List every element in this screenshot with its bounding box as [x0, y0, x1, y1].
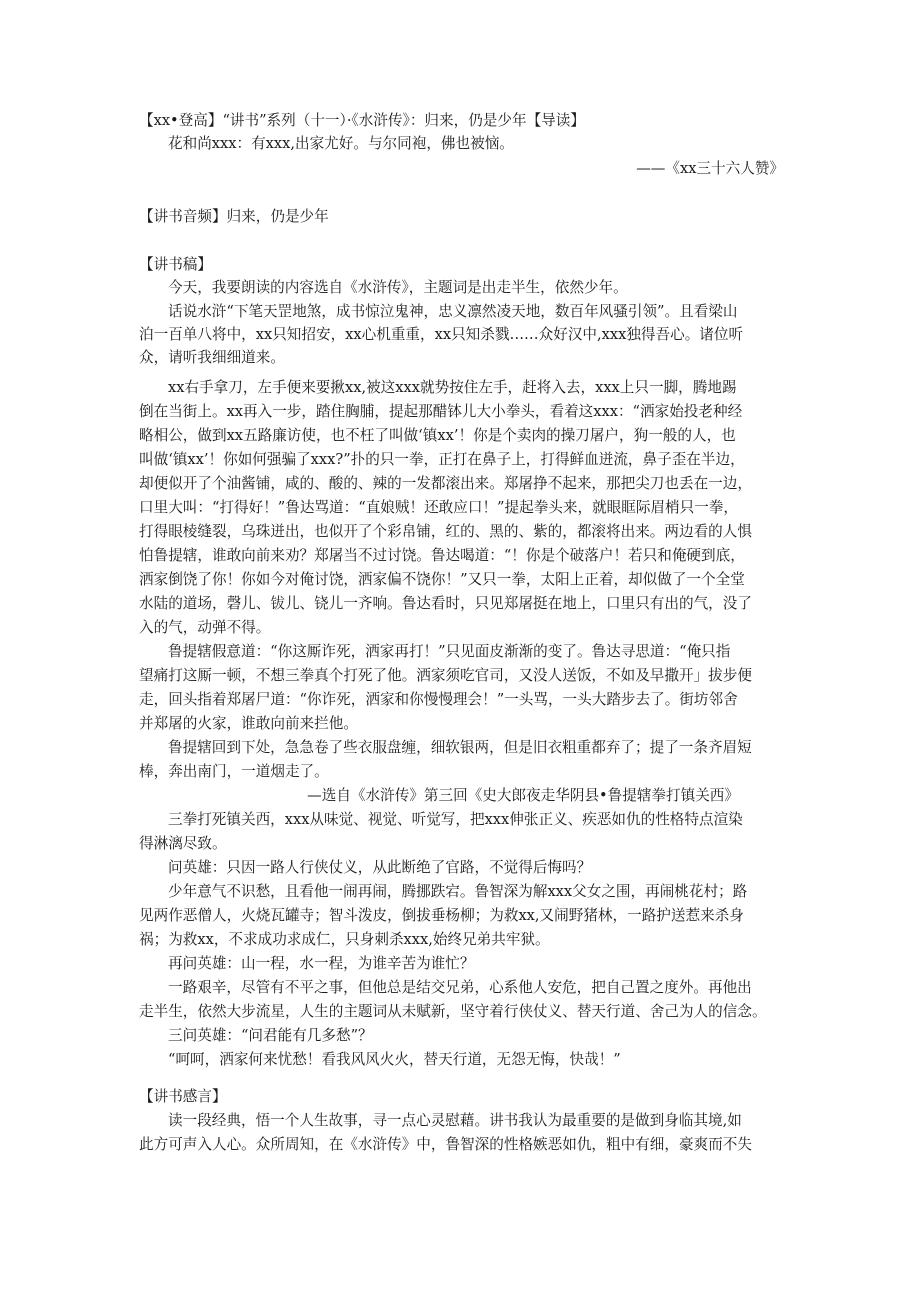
article-header: 【xx•登高】“讲书”系列（十一）·《水浒传》：归来，仍是少年【导读】	[139, 112, 585, 129]
reflection-line: 此方可声入人心。众所周知，在《水浒传》中，鲁智深的性格嫉恶如仇，粗中有细，豪爽而不失	[139, 1136, 752, 1153]
script-line: 鲁提辖假意道：“你这厮诈死，洒家再打！”只见面皮渐渐的变了。鲁达寻思道：“俺只指	[168, 643, 731, 660]
audio-heading: 【讲书音频】归来，仍是少年	[139, 208, 329, 225]
script-line: 水陆的道场，磬儿、钹儿、铙儿一齐响。鲁达看时，只见郑屠挺在地上，口里只有出的气，没了	[139, 595, 752, 612]
script-line: 一路艰辛，尽管有不平之事，但他总是结交兄弟，心系他人安危，把自己置之度外。再他出	[168, 979, 752, 996]
intro-verse: 花和尚xxx：有xxx,出家尤好。与尔同袍，佛也被恼。	[168, 135, 514, 152]
script-line: 洒家倒饶了你！你如今对俺讨饶，洒家偏不饶你！”又只一拳，太阳上正着，却似做了一个全堂	[139, 571, 745, 588]
script-line: 并郑屠的火家，谁敢向前来拦他。	[139, 715, 358, 732]
script-line: 再问英雄：山一程，水一程，为谁辛苦为谁忙？	[168, 955, 475, 972]
script-line: 走，回头指着郑屠尸道：“你诈死，洒家和你慢慢理会！”一头骂，一头大踏步去了。街坊邻舍	[139, 691, 738, 708]
reflection-heading: 【讲书感言】	[139, 1088, 227, 1105]
excerpt-source: —选自《水浒传》第三回《史大郎夜走华阴县•鲁提辖拳打镇关西》	[307, 787, 739, 804]
script-line: 话说水浒“下笔天罡地煞，成书惊泣鬼神，忠义凛然凌天地，数百年风骚引领”。且看梁山	[168, 303, 738, 320]
script-line: 望痛打这厮一顿，不想三拳真个打死了他。洒家须吃官司，又没人送饭，不如及早撒开」拔步便	[139, 667, 752, 684]
intro-source: ——《xx三十六人赞》	[636, 160, 784, 177]
script-line: 三问英雄：“问君能有几多愁”？	[168, 1027, 373, 1044]
script-line: 得淋漓尽致。	[139, 835, 227, 852]
script-line: 三拳打死镇关西，xxx从味觉、视觉、听觉写，把xxx伸张正义、疾恶如仇的性格特点渲染	[168, 811, 743, 828]
script-line: 叫做‘镇xx’！你如何强骗了xxx?”扑的只一拳，正打在鼻子上，打得鲜血迸流，鼻子歪在半边，	[139, 451, 745, 468]
script-line: 入的气，动弹不得。	[139, 619, 271, 636]
script-line: 少年意气不识愁，且看他一闹再闹，腾挪跌宕。鲁智深为解xxx父女之围，再闹桃花村；路	[168, 883, 748, 900]
script-line: 却便似开了个油酱铺，咸的、酸的、辣的一发都滚出来。郑屠挣不起来，那把尖刀也丢在一边，	[139, 475, 752, 492]
script-line: 打得眼棱缝裂，乌珠迸出，也似开了个彩帛铺，红的、黑的、紫的，都滚将出来。两边看的人惧	[139, 523, 752, 540]
script-line: 怕鲁提辖，谁敢向前来劝？郑屠当不过讨饶。鲁达喝道：“！你是个破落户！若只和俺硬到底，	[139, 547, 745, 564]
script-line: 见两作恶僧人，火烧瓦罐寺；智斗泼皮，倒拔垂杨柳；为救xx,又闹野猪林，一路护送惹来杀身	[139, 907, 744, 924]
script-line: 走半生，依然大步流星，人生的主题词从未赋新，坚守着行侠仗义、替天行道、舍己为人的信念。	[139, 1003, 767, 1020]
script-line: 今天，我要朗读的内容选自《水浒传》，主题词是出走半生，依然少年。	[168, 279, 628, 296]
script-line: 口里大叫：“打得好！”鲁达骂道：“直娘贼！还敢应口！”提起拳头来，就眼眶际眉梢只一拳，	[139, 499, 739, 516]
script-line: 众，请听我细细道来。	[139, 349, 285, 366]
script-line: 祸；为救xx，不求成功求成仁，只身刺杀xxx,始终兄弟共牢狱。	[139, 931, 550, 948]
script-line: 棒，奔出南门，一道烟走了。	[139, 763, 329, 780]
script-line: “呵呵，洒家何来忧愁！看我风风火火，替天行道，无怨无悔，快哉！”	[168, 1051, 621, 1068]
script-line: 倒在当街上。xx再入一步，踏住胸脯，提起那醋钵儿大小拳头，看着这xxx：“洒家始投老种经	[139, 403, 743, 420]
reflection-line: 读一段经典，悟一个人生故事，寻一点心灵慰藉。讲书我认为最重要的是做到身临其境,如	[168, 1112, 742, 1129]
script-line: xx右手拿刀，左手便来要揪xx,被这xxx就势按住左手，赶将入去，xxx上只一脚，腾地踢	[168, 379, 737, 396]
script-line: 问英雄：只因一路人行侠仗义，从此断绝了官路，不觉得后悔吗？	[168, 859, 592, 876]
script-line: 泊一百单八将中，xx只知招安，xx心机重重，xx只知杀戮……众好汉中,xxx独得吾心。诸位听	[139, 326, 744, 343]
script-line: 略相公，做到xx五路廉访使，也不枉了叫做‘镇xx’！你是个卖肉的操刀屠户，狗一般的人，也	[139, 427, 736, 444]
script-line: 鲁提辖回到下处，急急卷了些衣服盘缠，细软银两，但是旧衣粗重都弃了；提了一条齐眉短	[168, 739, 752, 756]
script-heading: 【讲书稿】	[139, 256, 212, 273]
